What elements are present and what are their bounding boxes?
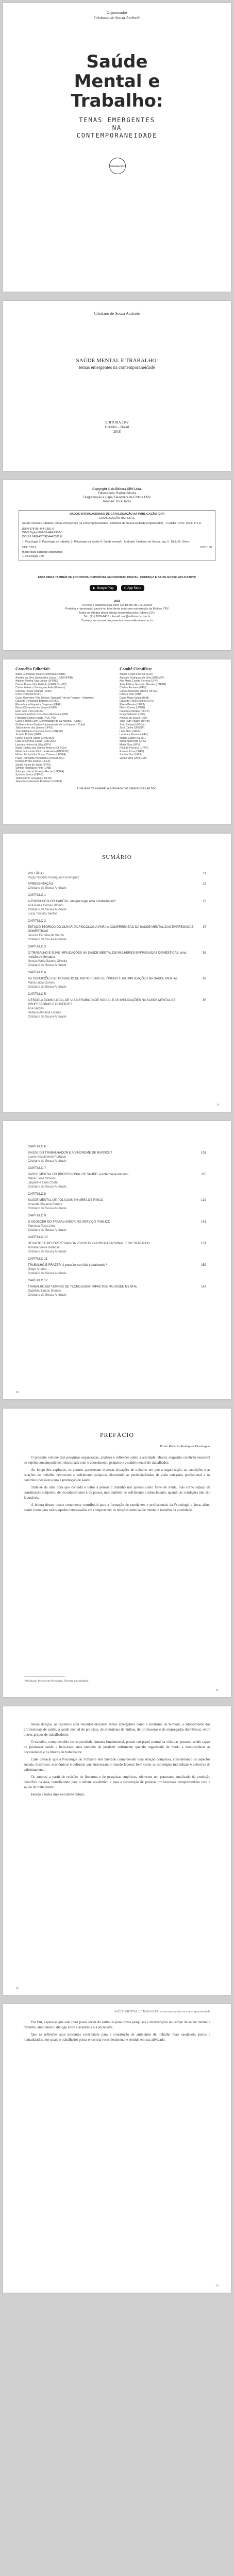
toc-entry-title: AS CONDIÇÕES DE TRABALHO DE MOTORISTAS DE ÔNIBUS E AS IMPLICAÇÕES NA SAÚDE MENTAL	[28, 977, 178, 980]
council-member: Lívia Melo (UFMG)	[120, 730, 142, 733]
council-member: Diana Maria Sousa (UnB)	[120, 696, 149, 700]
toc-entry-page: 69	[203, 977, 206, 980]
council-member: José Carlos (UNESP)	[120, 726, 145, 730]
toc-author: Cristiano de Sousa Andrade	[28, 1272, 66, 1275]
preface-body-3	[24, 2020, 210, 2044]
rights-line5: Conheça os nossos lançamentos: www.editoracrv.com.br	[81, 619, 153, 622]
toc-entry[interactable]	[28, 1173, 206, 1177]
publisher-logo-text: EDITORA CRV	[110, 164, 125, 167]
council-member: Fernando Antônio Gonçalves Alcoforado (IPB)	[15, 713, 69, 716]
toc-entry-page: 159	[200, 1264, 206, 1267]
council-member: Graça Valentim (UFC)	[120, 713, 145, 716]
apple-icon: ●	[124, 586, 126, 590]
preface-page-2	[3, 1706, 231, 1995]
toc-chapter-label: CAPÍTULO 7	[28, 1167, 46, 1170]
copyright-page	[3, 480, 231, 650]
toc-author: Cristiano de Sousa Andrade	[28, 1229, 66, 1232]
preface-page-3	[3, 2004, 231, 2293]
rights-line4: Tel.: (41) 3039-6418 - E-mail: sac@editoracrv.com.br	[83, 615, 151, 618]
cip-isbn2: ISBN Digital 978-85-444-2380-3	[22, 531, 63, 534]
toc-entry-page: 15	[203, 900, 206, 903]
summary-list-2	[28, 1142, 206, 1297]
toc-chapter-label: CAPÍTULO 12	[28, 1279, 48, 1282]
cover-subtitle-line3: CONTEMPORANEIDADE	[76, 132, 158, 139]
body-paragraph: Por fim, espera-se que este livro possa servir de estímulo para novas pesquisas e intervenções no campo da saúde mental e trabalho, ampliando o diálogo entre a academia e a sociedade.	[24, 2020, 210, 2029]
toc-author: Luane Nascimento Portucal	[28, 1156, 66, 1159]
summary-title: SUMÁRIO	[102, 854, 132, 860]
council-member: Eduardo Felício Soares (UFU)	[120, 700, 155, 703]
council-member: Antônio Pereira Gaio Júnior (UFRRJ)	[15, 680, 58, 683]
council-member: João Adalberto Campato Junior (UNESP)	[15, 730, 63, 733]
summary-list-1	[28, 870, 206, 1019]
council-member: Guillermo Arias Beatón (Universidade de La Havana – Cuba)	[15, 723, 86, 726]
preface-page	[3, 1409, 231, 1697]
toc-chapter-label: CAPÍTULO 3	[28, 945, 46, 948]
toc-entry[interactable]	[28, 1198, 206, 1202]
cip-doi: DOI 10.24824/978854442381.0	[22, 535, 62, 538]
toc-author: Vanessa Rosa Lima	[28, 1225, 56, 1228]
rights-line1: Foi feito o depósito legal conf. Lei 10.994 de 14/12/2004	[81, 603, 153, 607]
toc-chapter-label: CAPÍTULO 5	[28, 993, 46, 996]
toc-chapter-label: CAPÍTULO 6	[28, 1145, 46, 1148]
rights-block	[19, 600, 215, 623]
toc-entry[interactable]	[28, 951, 206, 959]
toc-author: Cristiano de Sousa Andrade	[28, 1294, 66, 1297]
council-col1-title: Conselho Editorial:	[15, 667, 50, 671]
council-member: Maria de Lourdes Pinto de Almeida (UNOESC)	[15, 750, 69, 753]
council-member: Élsio José Corá (UFFS)	[15, 709, 43, 713]
council-member: Aldira Guimarães Duarte Domínguez (UNB)	[15, 673, 66, 676]
cip-isbn1: ISBN 978-85-444-2381-0	[22, 527, 54, 531]
toc-entry-page: 37	[203, 926, 206, 929]
copyright-line4: Revisão: Os Autores	[103, 500, 131, 503]
toc-entry-page: 115	[201, 1173, 206, 1176]
half-title-publisher: EDITORA CRV	[105, 420, 129, 425]
council-member: Gloria Fariñas León (Universidade de La Havana – Cuba)	[15, 720, 81, 723]
council-member: Carlos Federico Dominguez Avila (Unieuro)	[15, 686, 65, 689]
council-col1-list	[15, 673, 114, 784]
half-title-main: SAÚDE MENTAL E TRABALHO:	[76, 358, 158, 364]
toc-chapter-label: CAPÍTULO 8	[28, 1193, 46, 1196]
council-member: Márcia Castro (UFMG)	[120, 736, 146, 740]
council-member: Flávio Correa (UFMG)	[120, 706, 145, 709]
copyright-header	[3, 487, 231, 504]
cover-organizer-label: Organizador	[106, 10, 128, 15]
body-paragraph: Os autores, a partir de revisões de literatura e de pesquisas empíricas, oferecem um panorama atualizado da produção científica na área, contribuindo para o debate acadêmico e para a construção de práticas profissionais comprometidas com a saúde do trabalhador.	[24, 1775, 210, 1789]
publisher-logo-icon	[109, 158, 126, 174]
council-member: Andréia da Silva Quintanilha Sousa (UNIR/UFRN)	[15, 676, 73, 680]
council-member: Sandra Dias (UFU)	[120, 753, 142, 756]
toc-entry-title: SAÚDE DO TRABALHADOR E A SÍNDROME DE BURNOUT	[28, 1151, 112, 1155]
toc-entry-title: SAÚDE MENTAL DE POLICIAIS EM ÁREA DE RISCO	[28, 1199, 104, 1202]
cip-subjects: 1. Psicologia 2. Psicologia do trabalho 3. Psicologia da saúde 4. Saúde mental I. Andrade, Cristiano de Sousa. org. II. Título III. Série.	[22, 540, 190, 544]
toc-author: Amanda Siqueira Pereira	[28, 1203, 63, 1206]
cip-cdu: CDU 159.9	[22, 546, 37, 549]
council-page	[3, 659, 231, 824]
council-member: Anita Fátima Gasparin Mendes (UTFPR)	[120, 683, 166, 686]
council-member: Sydione Santos (UEPG)	[15, 773, 43, 776]
council-member: Maria Cristina dos Santos Bezerra (UFSCar)	[15, 747, 66, 750]
preface-page-number-3: 13	[215, 2284, 219, 2287]
rights-line3: Todos os direitos desta edição reservados pela: Editora CRV	[78, 611, 156, 615]
body-paragraph: Trata-se de uma obra que convida o leitor a pensar o trabalho não apenas como fonte de renda, mas como espaço de constituição subjetiva, de reconhecimento e de prazer, mas também de sofrimento e adoecimento, quando as condições não são favoráveis.	[24, 1485, 210, 1500]
council-member: Tadeu Oliver Gonçalves (UFPA)	[15, 776, 52, 780]
toc-author: Cristiano de Sousa Andrade	[28, 908, 66, 911]
half-title-city: Curitiba – Brasil	[105, 425, 129, 429]
toc-entry-page: 85	[203, 999, 206, 1002]
cip-cdd: CDD 150	[200, 546, 212, 549]
council-member: Elione Maria Nogueira Diogenes (UFAL)	[15, 703, 62, 706]
toc-entry[interactable]	[28, 872, 206, 876]
toc-entry-page: 11	[203, 872, 206, 875]
preface-footnote: ¹ Psicólogo, Mestre em Psicologia, Docente universitário.	[24, 1680, 89, 1683]
half-title-author: Cristiano de Sousa Andrade	[94, 311, 140, 316]
council-member: Simone Rodrigues Pinto (UNB)	[15, 767, 52, 770]
toc-author: Paulo Roberto Rodrigues Dominguez	[28, 876, 79, 879]
preface-author: Paulo Roberto Rodrigues Dominguez	[160, 1445, 210, 1448]
toc-chapter-label: CAPÍTULO 10	[28, 1236, 48, 1239]
toc-entry-title: ESTUDO TEÓRICO DO OLHAR DA PSICOLOGIA PARA A COMPREENSÃO DA SAÚDE MENTAL DAS EMPREGADAS DOMÉSTICAS	[28, 926, 194, 933]
copyright-line3: Diagramação e Capa: Designers da Editora CRV	[83, 496, 151, 499]
toc-author: Cristiano de Sousa Andrade	[28, 1250, 66, 1253]
toc-entry-title: A PSICOLOGIA DO CAPITAL: em que lugar está o trabalhador?	[28, 900, 116, 903]
body-paragraph: Cabe destacar que a Psicologia do Trabalho tem buscado compreender essa relação complexa, considerando os aspectos sociais, históricos, econômicos e culturais que atravessam o mundo laboral, bem como as estratégias individuais e coletivas de enfrentamento.	[24, 1757, 210, 1772]
cover-title-line1: Saúde	[86, 52, 148, 72]
preface-body-2	[24, 1722, 210, 1799]
rights-line2: Proibida a reprodução parcial ou total desta obra sem autorização da Editora CRV	[65, 607, 169, 611]
toc-entry-title: DESAFIOS E PERSPECTIVAS DA PSICOLOGIA ORGANIZACIONAL E DO TRABALHO	[28, 1242, 150, 1245]
cover-subtitle-line2: NA	[112, 124, 122, 131]
toc-entry[interactable]	[28, 900, 206, 904]
app-store-label: App Store	[127, 586, 141, 590]
body-paragraph: A leitura destes textos certamente contribuirá para a formação de estudantes e profissionais da Psicologia e áreas afins, assim como para todos aqueles interessados em compreender as relações entre saúde mental e trabalho na atualidade.	[24, 1503, 210, 1512]
toc-author: Cristiano de Sousa Andrade	[28, 938, 66, 941]
toc-author: Cristiano de Sousa Andrade	[28, 1185, 66, 1189]
toc-entry[interactable]	[28, 1151, 206, 1155]
toc-entry-title: O ADOECER DO TRABALHADOR NO SERVIÇO PÚBLICO	[28, 1221, 111, 1224]
council-col2-title: Comitê Científico:	[120, 667, 152, 671]
toc-entry-title: TRABALHO E PRAZER: é possível ser feliz trabalhando?	[28, 1264, 107, 1267]
council-member: Elizeu Clementino de Souza (UNEB)	[15, 706, 58, 709]
council-col2-list	[120, 673, 219, 760]
council-member: João Batista (UFSCar)	[120, 723, 146, 726]
preface-title: PREFÁCIO	[99, 1431, 134, 1438]
council-member: Agnaldo Rodrigues da Silva (UNEMAT)	[120, 676, 165, 680]
google-play-badge[interactable]	[90, 585, 116, 591]
council-member: Vanda Silva (UNIFESP)	[120, 756, 147, 760]
council-member: Carlos Alberto Vilar Estêvão (UMINHO – PT)	[15, 683, 67, 686]
cip-text: Saúde mental e trabalho: temas emergentes na contemporaneidade / Cristiano de Sousa Andrade (organizador) – Curitiba : CRV, 2018. 176 p.	[22, 522, 202, 525]
council-footer: Este livro foi avaliado e aprovado por pareceristas ad hoc.	[77, 787, 157, 790]
google-play-label: Google Play	[96, 586, 114, 590]
council-member: Jane Ruth Rauber (UFPB)	[120, 720, 150, 723]
toc-entry-page: 141	[200, 1221, 206, 1224]
toc-entry-page: 53	[203, 952, 206, 955]
council-columns	[15, 667, 219, 784]
council-col1	[15, 667, 114, 784]
preface-page-number: 11	[215, 1689, 219, 1692]
council-member: Josania Portela (UFPI)	[15, 733, 42, 736]
cover-organizer-name: Cristiano de Sousa Andrade	[93, 15, 141, 20]
toc-author: Maria Elena Simões	[28, 1177, 56, 1180]
toc-entry[interactable]	[28, 998, 206, 1007]
toc-entry-title: PREFÁCIO	[28, 872, 44, 875]
summary-page-number-1: 9	[217, 1104, 219, 1107]
body-paragraph: O trabalho, compreendido como atividade humana fundamental, possui um papel central na vida das pessoas, sendo capaz de promover saúde e bem-estar, mas também de produzir sofrimento quando organizado de modo a desconsiderar as necessidades e os limites do trabalhador.	[24, 1740, 210, 1754]
toc-author: Cristiano de Sousa Andrade	[28, 1207, 66, 1210]
council-member: Paulo Romualdo Hernandes (UNIFAL-MG)	[15, 756, 64, 760]
toc-author: Cristiano de Sousa Andrade	[28, 1015, 66, 1019]
toc-entry-title: APRESENTAÇÃO	[28, 883, 53, 886]
council-member: Lídia de Oliveira Xavier (UNIEURO)	[15, 740, 57, 743]
council-member: Leonel Severo Rocha (UNISINOS)	[15, 736, 55, 740]
toc-chapter-label: CAPÍTULO 1	[28, 894, 46, 897]
toc-author: Cristiano de Sousa Andrade	[28, 986, 66, 989]
toc-author: Neusa Maria Santos Oliveira	[28, 960, 68, 963]
toc-author: Diego Amaral	[28, 1268, 47, 1271]
council-col2	[120, 667, 219, 784]
toc-author: Jessica Ferreira de Souza	[28, 934, 64, 937]
store-badges	[3, 585, 231, 591]
cover-title-line2: Mental e	[74, 71, 160, 92]
council-member: Eduardo Fernandes Barbosa (UFMG)	[15, 700, 59, 703]
toc-entry[interactable]	[28, 977, 206, 981]
council-member: Sérgio Nunes de Jesus (IFRO)	[15, 763, 51, 767]
cover-title-line3: Trabalho:	[71, 91, 163, 111]
cip-index-line: 1. Psicologia 150	[22, 554, 44, 558]
toc-author: Cristiano de Sousa Andrade	[28, 887, 66, 890]
council-member: Ana Maria Cuesta Ferreira (UFV)	[120, 680, 158, 683]
council-member: Carmen Tereza Velanga (UNIR)	[15, 689, 52, 693]
toc-entry-title: O TRABALHO E SUAS IMPLICAÇÕES NA SAÚDE MENTAL DE MULHERES EMPREGADAS DOMÉSTICAS: uma revisão de literatura	[28, 952, 187, 959]
toc-entry-title: TRABALHO EM TEMPOS DE TECNOLOGIA: IMPACTOS NA SAÚDE MENTAL	[28, 1285, 138, 1289]
toc-author: Ana Vargas	[28, 1007, 44, 1010]
toc-entry-page: 13	[203, 883, 206, 886]
toc-author: Adriana Vieira Barbosa	[28, 1246, 60, 1249]
cover-page	[3, 3, 231, 292]
toc-entry[interactable]	[28, 925, 206, 934]
summary-page-number-2: 10	[15, 1391, 19, 1394]
body-paragraph: Desejo a todos uma excelente leitura.	[31, 1792, 85, 1797]
running-header: SAÚDE MENTAL E TRABALHO: temas emergentes na contemporaneidade	[114, 2010, 210, 2013]
preface-page-number-2: 12	[15, 1987, 19, 1990]
council-member: Francisco Martins (UFPR)	[120, 709, 149, 713]
council-member: Eliana Pereira (UFRJ)	[120, 703, 145, 706]
copyright-line1: Copyright © da Editora CRV Ltda.	[92, 488, 142, 491]
council-member: Rodrigo Pratte-Santos (UFES)	[15, 760, 51, 763]
council-member: Jailson Alves dos Santos (UFRJ)	[15, 726, 53, 730]
toc-author: Rebeca Almeida Gomes	[28, 1011, 61, 1014]
summary-page-2	[3, 1121, 231, 1399]
body-paragraph: Nessa direção, os capítulos aqui reunidos discutem temas emergentes como a síndrome de burnout, o adoecimento dos profissionais de saúde, a saúde mental de policiais, de motoristas de ônibus, de professoras e de empregadas domésticas, entre outros grupos de trabalhadores.	[24, 1722, 210, 1737]
summary-page-1	[3, 834, 231, 1112]
toc-chapter-label: CAPÍTULO 4	[28, 971, 46, 974]
half-title-subtitle: temas emergentes na contemporaneidade	[79, 365, 155, 370]
council-member: Maria Lília Imbiriba Sousa Colares (UFOPA)	[15, 753, 66, 756]
toc-author: Cristiano de Sousa Andrade	[28, 964, 66, 967]
toc-entry[interactable]	[28, 1285, 206, 1289]
council-member: Tania Suely Azevedo Brasileiro (UFOPA)	[15, 780, 62, 783]
preface-body	[24, 1455, 210, 1515]
half-title-page	[3, 301, 231, 471]
council-member: Rosana Lima (UERJ)	[120, 750, 144, 753]
council-member: Maria Aparecida (UFC)	[120, 740, 146, 743]
digital-notice: ESTA OBRA TAMBÉM SE ENCONTRA DISPONÍVEL EM FORMATO DIGITAL. CONHEÇA E BAIXE NOSSO APLICATIVO!	[38, 576, 196, 579]
council-member: Francisco Carlos Duarte (PUC-PR)	[15, 716, 56, 720]
cip-heading: DADOS INTERNACIONAIS DE CATALOGAÇÃO NA PUBLICAÇÃO (CIP)	[70, 513, 164, 516]
toc-entry-page: 129	[200, 1199, 206, 1202]
council-member: Heloísa de Souza (USP)	[120, 716, 148, 720]
toc-entry-title: A ESCOLA COMO LOCAL DE VULNERABILIDADE SOCIAL E AS IMPLICAÇÕES NA SAÚDE MENTAL DE PROFESSORAS E DOCENTES	[28, 999, 176, 1006]
play-icon: ▶	[93, 587, 95, 590]
toc-entry-title: SAÚDE MENTAL DO PROFISSIONAL DE SAÚDE: a enfermeira em foco	[28, 1173, 128, 1176]
cip-sub: CATALOGAÇÃO NA FONTE	[98, 516, 136, 520]
toc-entry[interactable]	[28, 1263, 206, 1267]
toc-author: Gabriela Santos Gomes	[28, 1290, 61, 1293]
toc-entry[interactable]	[28, 1242, 206, 1246]
toc-author: Maria Lucia Gomes	[28, 981, 55, 985]
half-title-year: 2018	[113, 430, 121, 434]
cover-subtitle-line1: TEMAS EMERGENTES	[79, 116, 155, 124]
toc-author: Lucia Teixeira Santos	[28, 912, 57, 916]
toc-entry[interactable]	[28, 882, 206, 886]
cover-title-block	[3, 52, 231, 111]
toc-entry-page: 167	[200, 1285, 206, 1289]
body-paragraph: Ao longo dos capítulos, os autores apresentam diversas situações de trabalho em que a organização, as condições e as relações de trabalho favorecem o sofrimento psíquico, discutindo as particularidades de cada categoria profissional e os caminhos possíveis para a promoção de saúde.	[24, 1468, 210, 1482]
toc-author: Cristiano de Sousa Andrade	[28, 1160, 66, 1163]
toc-entry[interactable]	[28, 1220, 206, 1224]
toc-chapter-label: CAPÍTULO 9	[28, 1214, 46, 1217]
cip-index: Índice para catálogo sistemático	[22, 551, 63, 554]
toc-author: Jaqueline Lima Costa	[28, 1181, 58, 1184]
council-member: Celso Conti (UFSCar)	[15, 693, 41, 696]
council-member: Lourdes Helena da Silva (UFV)	[15, 743, 52, 747]
council-member: Débora Diniz (UNB)	[120, 693, 143, 696]
cip-classification	[22, 546, 212, 550]
copyright-line2: Editor-chefe: Railson Moura	[97, 492, 137, 495]
council-member: Cristina Andrade (UFV)	[120, 686, 146, 689]
toc-chapter-label: CAPÍTULO 11	[28, 1258, 47, 1261]
council-member: Abigail Fregni Lins (UFSCar)	[120, 673, 153, 676]
toc-entry-page: 101	[200, 1151, 206, 1155]
cover-subtitle-block	[3, 116, 231, 140]
cip-block	[19, 510, 215, 561]
council-member: Maria Elisa (UFV)	[120, 743, 140, 747]
toc-entry-page: 151	[200, 1242, 206, 1245]
body-paragraph: Que as reflexões aqui presentes contribuam para a construção de ambientes de trabalho mais saudáveis, justos e humanizados, nos quais o trabalhador possa encontrar reconhecimento e sentido em sua atividade.	[24, 2032, 210, 2042]
council-member: Carlos Alexandre Ribeiro (UFSC)	[120, 689, 158, 693]
body-paragraph: O presente volume traz pesquisas organizadas, análises e reflexões sobre a atividade laboral, enquanto condição essencial ao sujeito contemporâneo, relacionada com o adoecimento psíquico e a saúde mental do trabalhador.	[24, 1455, 210, 1465]
council-member: Lucimara Fonseca (UEL)	[120, 733, 148, 736]
council-member: Solange Helena Ximenes-Rocha (UFOPA)	[15, 770, 64, 773]
council-member: Ricardo Fonseca (UFPE)	[120, 747, 148, 750]
app-store-badge[interactable]	[121, 585, 144, 591]
rights-year: 2018	[113, 600, 121, 603]
council-member: Cesar Gerónimo Tello (Univer. Nacional Três de Febrero – Argentina)	[15, 696, 95, 700]
toc-chapter-label: CAPÍTULO 2	[28, 920, 46, 923]
toc-author: Ana Paula Gomes Ribeiro	[28, 904, 64, 907]
